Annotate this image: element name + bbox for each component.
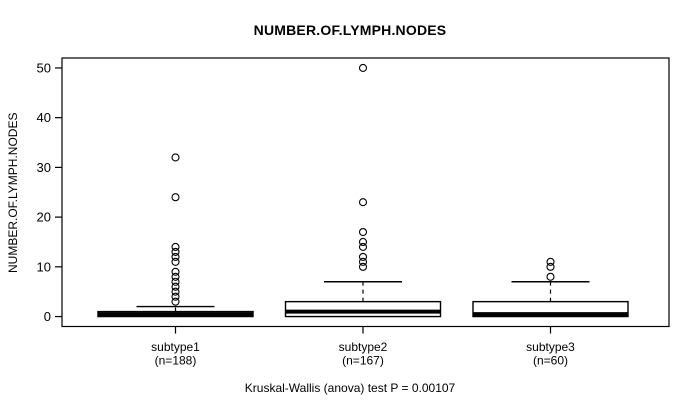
outlier-point (360, 64, 367, 71)
y-tick-label: 50 (36, 60, 51, 76)
group-label-name: subtype1 (151, 340, 200, 354)
stat-caption: Kruskal-Wallis (anova) test P = 0.00107 (244, 381, 456, 395)
group-label-name: subtype3 (526, 340, 575, 354)
outlier-point (360, 229, 367, 236)
outlier-point (172, 243, 179, 250)
y-tick-label: 40 (36, 110, 51, 126)
boxplot-group-subtype1 (98, 154, 253, 368)
group-label-n: (n=167) (342, 353, 384, 368)
boxplot-group-subtype2 (286, 64, 441, 367)
y-tick-label: 20 (36, 209, 51, 225)
outlier-point (172, 268, 179, 275)
y-tick-label: 0 (43, 309, 51, 325)
outlier-point (360, 253, 367, 260)
y-axis-title: NUMBER.OF.LYMPH.NODES (6, 112, 20, 273)
boxplot-group-subtype3 (473, 258, 628, 367)
y-tick-label: 10 (36, 259, 51, 275)
y-tick-label: 30 (36, 159, 51, 175)
group-label-n: (n=60) (532, 353, 569, 368)
outlier-point (172, 194, 179, 201)
box-rect (286, 302, 441, 317)
outlier-point (360, 238, 367, 245)
outlier-point (360, 199, 367, 206)
group-label-name: subtype2 (338, 340, 388, 354)
chart-title: NUMBER.OF.LYMPH.NODES (253, 22, 447, 38)
outlier-point (547, 258, 554, 265)
outlier-point (172, 154, 179, 161)
outlier-point (547, 273, 554, 280)
plot-border (62, 58, 669, 327)
group-label-n: (n=188) (154, 353, 197, 368)
